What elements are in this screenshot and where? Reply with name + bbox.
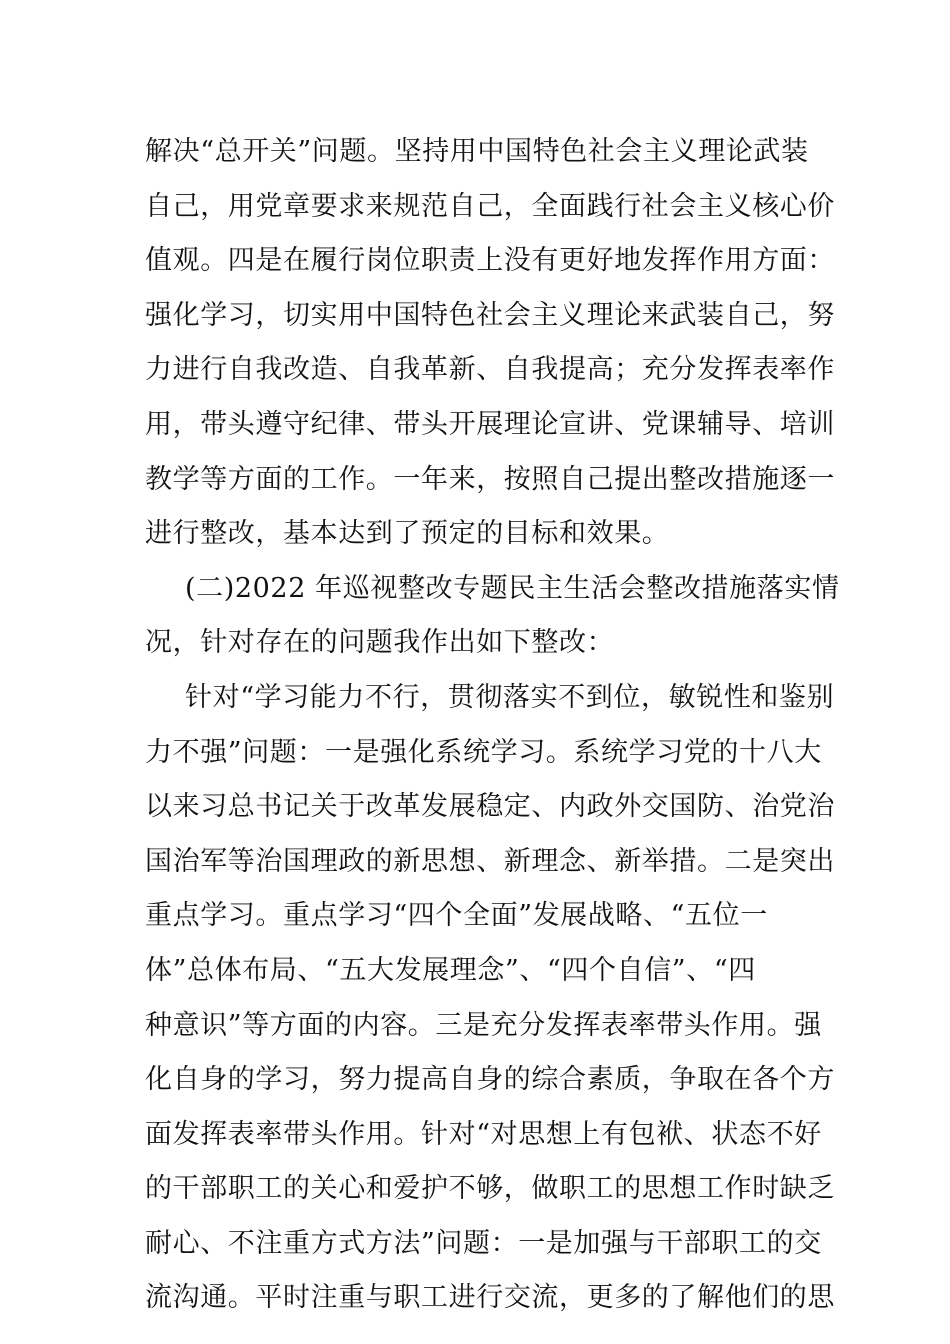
section-heading-line-2: 况，针对存在的问题我作出如下整改：	[145, 627, 615, 659]
text-line-14: 国治军等治国理政的新思想、新理念、新举措。二是突出	[145, 845, 835, 877]
body-text	[145, 125, 840, 1326]
text-line-15: 重点学习。重点学习“四个全面”发展战略、“五位一	[145, 900, 768, 932]
text-line-20: 的干部职工的关心和爱护不够，做职工的思想工作时缺乏	[145, 1173, 835, 1205]
text-line-8: 进行整改，基本达到了预定的目标和效果。	[145, 518, 670, 550]
text-line-6: 用，带头遵守纪律、带头开展理论宣讲、党课辅导、培训	[145, 408, 835, 440]
text-line-18: 化自身的学习，努力提高自身的综合素质，争取在各个方	[145, 1064, 835, 1096]
text-line-22: 流沟通。平时注重与职工进行交流，更多的了解他们的思	[145, 1282, 835, 1314]
text-line-11: 针对“学习能力不行，贯彻落实不到位，敏锐性和鉴别	[185, 681, 835, 713]
text-line-1: 解决“总开关”问题。坚持用中国特色社会主义理论武装	[145, 136, 809, 167]
text-line-5: 力进行自我改造、自我革新、自我提高；充分发挥表率作	[145, 354, 835, 386]
text-line-19: 面发挥表率带头作用。针对“对思想上有包袱、状态不好	[145, 1118, 822, 1150]
text-line-17: 种意识”等方面的内容。三是充分发挥表率带头作用。强	[145, 1009, 822, 1041]
section-heading-line-1: (二)2022 年巡视整改专题民主生活会整改措施落实情	[185, 572, 840, 604]
text-line-4: 强化学习，切实用中国特色社会主义理论来武装自己，努	[145, 299, 835, 331]
text-line-16: 体”总体布局、“五大发展理念”、“四个自信”、“四	[145, 954, 756, 986]
text-line-21: 耐心、不注重方式方法”问题：一是加强与干部职工的交	[145, 1227, 822, 1259]
text-line-13: 以来习总书记关于改革发展稳定、内政外交国防、治党治	[145, 791, 835, 823]
text-line-12: 力不强”问题：一是强化系统学习。系统学习党的十八大	[145, 736, 822, 768]
text-line-2: 自己，用党章要求来规范自己，全面践行社会主义核心价	[145, 190, 835, 222]
text-line-3: 值观。四是在履行岗位职责上没有更好地发挥作用方面：	[145, 245, 835, 277]
text-line-7: 教学等方面的工作。一年来，按照自己提出整改措施逐一	[145, 463, 835, 495]
